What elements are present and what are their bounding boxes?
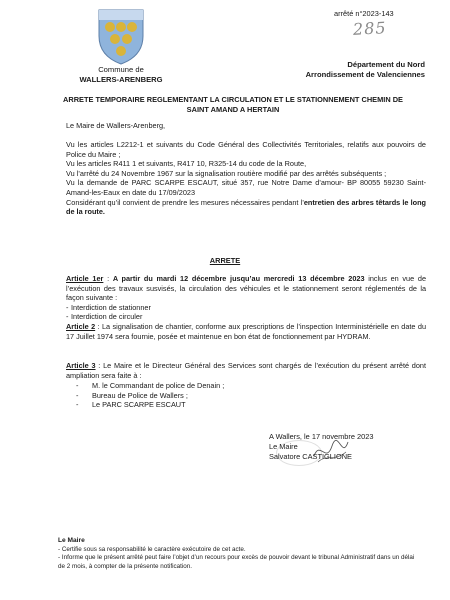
signature-block	[269, 432, 419, 462]
article-3-text: : Le Maire et le Directeur Général des Services sont chargés de l’exécution du présent arrêté dont ampliation sera faite à :	[66, 361, 426, 380]
footer-head: Le Maire	[58, 537, 85, 544]
signature-role: Le Maire	[269, 442, 298, 451]
list-item: - Interdiction de circuler	[66, 312, 426, 322]
article-1-label: Article 1er	[66, 274, 104, 283]
vu-line-4: Vu la demande de PARC SCARPE ESCAUT, situé 357, rue Notre Dame d’amour- BP 80055 59230 Saint-Amand-les-Eaux en date du 17/09/2023	[66, 178, 426, 197]
department-name: Département du Nord	[347, 60, 425, 69]
arrondissement-name: Arrondissement de Valenciennes	[305, 69, 425, 79]
article-1-lead: :	[103, 274, 113, 283]
footer-notice	[58, 537, 418, 571]
mayor-line: Le Maire de Wallers-Arenberg,	[66, 121, 166, 130]
article-3-label: Article 3	[66, 361, 96, 370]
footer-line-2: - Informe que le présent arrêté peut faire l’objet d’un recours pour excès de pouvoir devant le tribunal Administratif dans un délai de 2 mois, à compter de la présente notification.	[58, 554, 415, 570]
article-3	[66, 361, 426, 410]
article-1-rest: inclus en vue de l’exécution des travaux susvisés, la circulation des véhicules et le stationnement seront réglementés de la façon suivante :	[66, 274, 426, 303]
arrete-heading: ARRETE	[209, 256, 241, 265]
considerant-bold: entretien des arbres têtards le long de la route.	[66, 197, 426, 217]
commune-prefix: Commune de	[98, 65, 144, 74]
article-1-text	[66, 274, 426, 303]
commune-name: WALLERS-ARENBERG	[79, 74, 163, 84]
commune-block	[66, 65, 176, 85]
document-title: ARRETE TEMPORAIRE REGLEMENTANT LA CIRCULATION ET LE STATIONNEMENT CHEMIN DE SAINT AMAND A HERTAIN	[63, 95, 403, 114]
article-2	[66, 322, 426, 341]
considerant-line	[66, 198, 426, 217]
list-item: - Bureau de Police de Wallers ;	[76, 391, 426, 401]
vu-line-2: Vu les articles R411 1 et suivants, R417 10, R325-14 du code de la Route,	[66, 159, 307, 169]
list-item: - Interdiction de stationner	[66, 303, 426, 313]
list-item: - Le PARC SCARPE ESCAUT	[76, 400, 426, 410]
arrete-number: arrêté n°2023-143	[334, 9, 394, 18]
article-2-label: Article 2	[66, 322, 96, 331]
signature-place-date: A Wallers, le 17 novembre 2023	[269, 432, 374, 441]
vu-line-1: Vu les articles L2212-1 et suivants du Code Général des Collectivités Territoriales, relatifs aux pouvoirs de Police du Maire ;	[66, 140, 426, 159]
list-item: - M. le Commandant de police de Denain ;	[76, 381, 426, 391]
department-block	[275, 60, 425, 80]
vu-block	[66, 140, 426, 217]
article-1-dates: A partir du mardi 12 décembre jusqu’au mercredi 13 décembre 2023	[112, 274, 365, 283]
coat-of-arms-logo	[95, 6, 147, 66]
vu-line-3: Vu l’arrêté du 24 Novembre 1967 sur la signalisation routière modifié par des arrêtés subséquents ;	[66, 168, 387, 178]
footer-line-1: - Certifie sous sa responsabilité le caractère exécutoire de cet acte.	[58, 545, 246, 553]
considerant-text: Considérant qu’il convient de prendre les mesures nécessaires pendant l’	[66, 197, 304, 207]
signature-name: Salvatore CASTIGLIONE	[269, 452, 352, 461]
article-2-text: : La signalisation de chantier, conforme aux prescriptions de l’inspection Interministérielle en date du 17 Juillet 1974 sera fournie, posée et maintenue en bon état de fonctionnement par HYDRAM.	[66, 322, 426, 341]
handwritten-number: 285	[352, 18, 388, 39]
article-1	[66, 274, 426, 322]
